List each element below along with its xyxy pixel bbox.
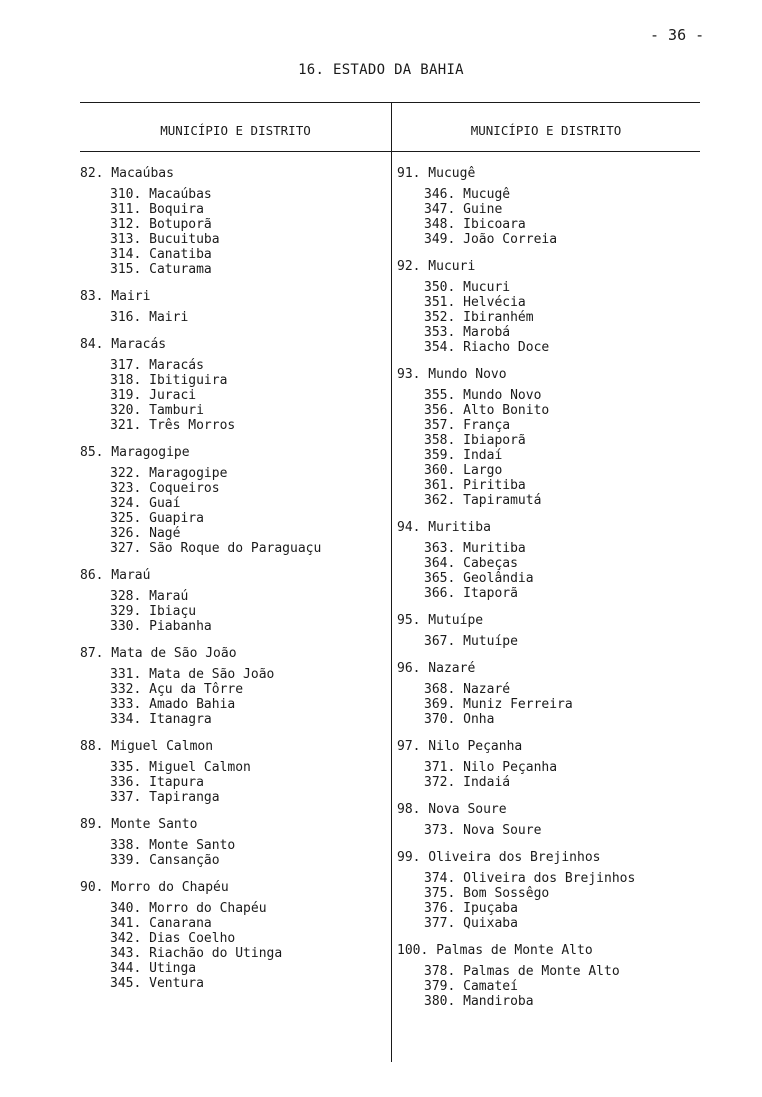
distrito-item: 325. Guapira	[110, 511, 204, 526]
distrito-item: 379. Camateí	[424, 979, 518, 994]
municipio-group	[80, 337, 380, 433]
column-divider	[391, 102, 392, 1062]
municipio-group	[80, 289, 380, 325]
distrito-item: 369. Muniz Ferreira	[424, 697, 573, 712]
distrito-item: 377. Quixaba	[424, 916, 518, 931]
distrito-item: 341. Canarana	[110, 916, 212, 931]
municipio-group	[80, 817, 380, 868]
distrito-item: 323. Coqueiros	[110, 481, 220, 496]
distrito-item: 347. Guine	[424, 202, 503, 217]
municipio-name: 88. Miguel Calmon	[80, 739, 214, 754]
distrito-item: 329. Ibiaçu	[110, 604, 197, 619]
distrito-item: 373. Nova Soure	[424, 823, 542, 838]
distrito-item: 353. Marobá	[424, 325, 511, 340]
distrito-item: 348. Ibicoara	[424, 217, 526, 232]
distrito-item: 370. Onha	[424, 712, 495, 727]
distrito-item: 350. Mucuri	[424, 280, 511, 295]
distrito-item: 327. São Roque do Paraguaçu	[110, 541, 322, 556]
municipio-group	[80, 646, 380, 727]
municipio-group	[397, 166, 697, 247]
municipio-group	[397, 520, 697, 601]
distrito-item: 376. Ipuçaba	[424, 901, 518, 916]
municipio-name: 92. Mucuri	[397, 259, 476, 274]
municipio-name: 91. Mucugê	[397, 166, 476, 181]
distrito-item: 316. Mairi	[110, 310, 189, 325]
distrito-item: 336. Itapura	[110, 775, 204, 790]
distrito-item: 360. Largo	[424, 463, 503, 478]
municipio-group	[397, 802, 697, 838]
distrito-item: 352. Ibiranhém	[424, 310, 534, 325]
municipio-group	[397, 367, 697, 508]
distrito-item: 355. Mundo Novo	[424, 388, 542, 403]
distrito-item: 362. Tapiramutá	[424, 493, 542, 508]
municipio-group	[397, 661, 697, 727]
distrito-item: 378. Palmas de Monte Alto	[424, 964, 620, 979]
distrito-item: 335. Miguel Calmon	[110, 760, 251, 775]
distrito-item: 328. Maraú	[110, 589, 189, 604]
municipio-name: 94. Muritiba	[397, 520, 491, 535]
municipio-group	[80, 739, 380, 805]
distrito-item: 330. Piabanha	[110, 619, 212, 634]
distrito-item: 321. Três Morros	[110, 418, 236, 433]
municipio-name: 84. Maracás	[80, 337, 167, 352]
distrito-item: 366. Itaporã	[424, 586, 518, 601]
municipio-name: 82. Macaúbas	[80, 166, 174, 181]
municipio-name: 85. Maragogipe	[80, 445, 190, 460]
distrito-item: 332. Açu da Tôrre	[110, 682, 244, 697]
distrito-item: 313. Bucuituba	[110, 232, 220, 247]
column-header-left: MUNICÍPIO E DISTRITO	[160, 123, 311, 138]
municipio-group	[397, 613, 697, 649]
distrito-item: 338. Monte Santo	[110, 838, 236, 853]
municipio-name: 100. Palmas de Monte Alto	[397, 943, 593, 958]
municipio-name: 98. Nova Soure	[397, 802, 507, 817]
municipio-group	[397, 850, 697, 931]
distrito-item: 380. Mandiroba	[424, 994, 534, 1009]
municipio-group	[397, 259, 697, 355]
municipio-name: 87. Mata de São João	[80, 646, 237, 661]
distrito-item: 344. Utinga	[110, 961, 197, 976]
distrito-item: 339. Cansanção	[110, 853, 220, 868]
distrito-item: 368. Nazaré	[424, 682, 511, 697]
page-title: 16. ESTADO DA BAHIA	[298, 62, 464, 78]
distrito-item: 334. Itanagra	[110, 712, 212, 727]
municipio-group	[80, 445, 380, 556]
municipio-group	[80, 568, 380, 634]
distrito-item: 364. Cabeças	[424, 556, 518, 571]
distrito-item: 326. Nagé	[110, 526, 181, 541]
municipio-name: 89. Monte Santo	[80, 817, 198, 832]
distrito-item: 358. Ibiaporã	[424, 433, 526, 448]
municipio-group	[397, 739, 697, 790]
distrito-item: 356. Alto Bonito	[424, 403, 550, 418]
distrito-item: 349. João Correia	[424, 232, 558, 247]
distrito-item: 351. Helvécia	[424, 295, 526, 310]
left-column	[80, 166, 380, 1003]
distrito-item: 333. Amado Bahia	[110, 697, 236, 712]
distrito-item: 363. Muritiba	[424, 541, 526, 556]
distrito-item: 319. Juraci	[110, 388, 197, 403]
municipio-name: 90. Morro do Chapéu	[80, 880, 229, 895]
distrito-item: 318. Ibitiguira	[110, 373, 228, 388]
municipio-group	[397, 943, 697, 1009]
municipio-name: 86. Maraú	[80, 568, 151, 583]
distrito-item: 322. Maragogipe	[110, 466, 228, 481]
distrito-item: 331. Mata de São João	[110, 667, 275, 682]
distrito-item: 315. Caturama	[110, 262, 212, 277]
distrito-item: 345. Ventura	[110, 976, 204, 991]
distrito-item: 317. Maracás	[110, 358, 204, 373]
municipio-name: 97. Nilo Peçanha	[397, 739, 523, 754]
distrito-item: 371. Nilo Peçanha	[424, 760, 558, 775]
municipio-name: 95. Mutuípe	[397, 613, 484, 628]
distrito-item: 311. Boquira	[110, 202, 204, 217]
distrito-item: 359. Indaí	[424, 448, 503, 463]
distrito-item: 357. França	[424, 418, 511, 433]
distrito-item: 314. Canatiba	[110, 247, 212, 262]
distrito-item: 310. Macaúbas	[110, 187, 212, 202]
municipio-group	[80, 880, 380, 991]
distrito-item: 324. Guaí	[110, 496, 181, 511]
distrito-item: 375. Bom Sossêgo	[424, 886, 550, 901]
column-header-right: MUNICÍPIO E DISTRITO	[470, 123, 622, 138]
distrito-item: 320. Tamburi	[110, 403, 204, 418]
table-header-rule	[80, 151, 700, 152]
municipio-name: 99. Oliveira dos Brejinhos	[397, 850, 601, 865]
distrito-item: 312. Botuporã	[110, 217, 212, 232]
distrito-item: 343. Riachão do Utinga	[110, 946, 283, 961]
distrito-item: 340. Morro do Chapéu	[110, 901, 267, 916]
municipio-group	[80, 166, 380, 277]
distrito-item: 361. Piritiba	[424, 478, 526, 493]
distrito-item: 365. Geolândia	[424, 571, 534, 586]
distrito-item: 367. Mutuípe	[424, 634, 518, 649]
page-number: - 36 -	[650, 26, 705, 44]
table-top-rule	[80, 102, 700, 103]
municipio-name: 93. Mundo Novo	[397, 367, 507, 382]
municipio-name: 83. Mairi	[80, 289, 151, 304]
right-column	[397, 166, 697, 1021]
municipio-name: 96. Nazaré	[397, 661, 476, 676]
distrito-item: 372. Indaiá	[424, 775, 511, 790]
distrito-item: 346. Mucugê	[424, 187, 511, 202]
distrito-item: 342. Dias Coelho	[110, 931, 236, 946]
distrito-item: 337. Tapiranga	[110, 790, 220, 805]
distrito-item: 354. Riacho Doce	[424, 340, 550, 355]
distrito-item: 374. Oliveira dos Brejinhos	[424, 871, 636, 886]
